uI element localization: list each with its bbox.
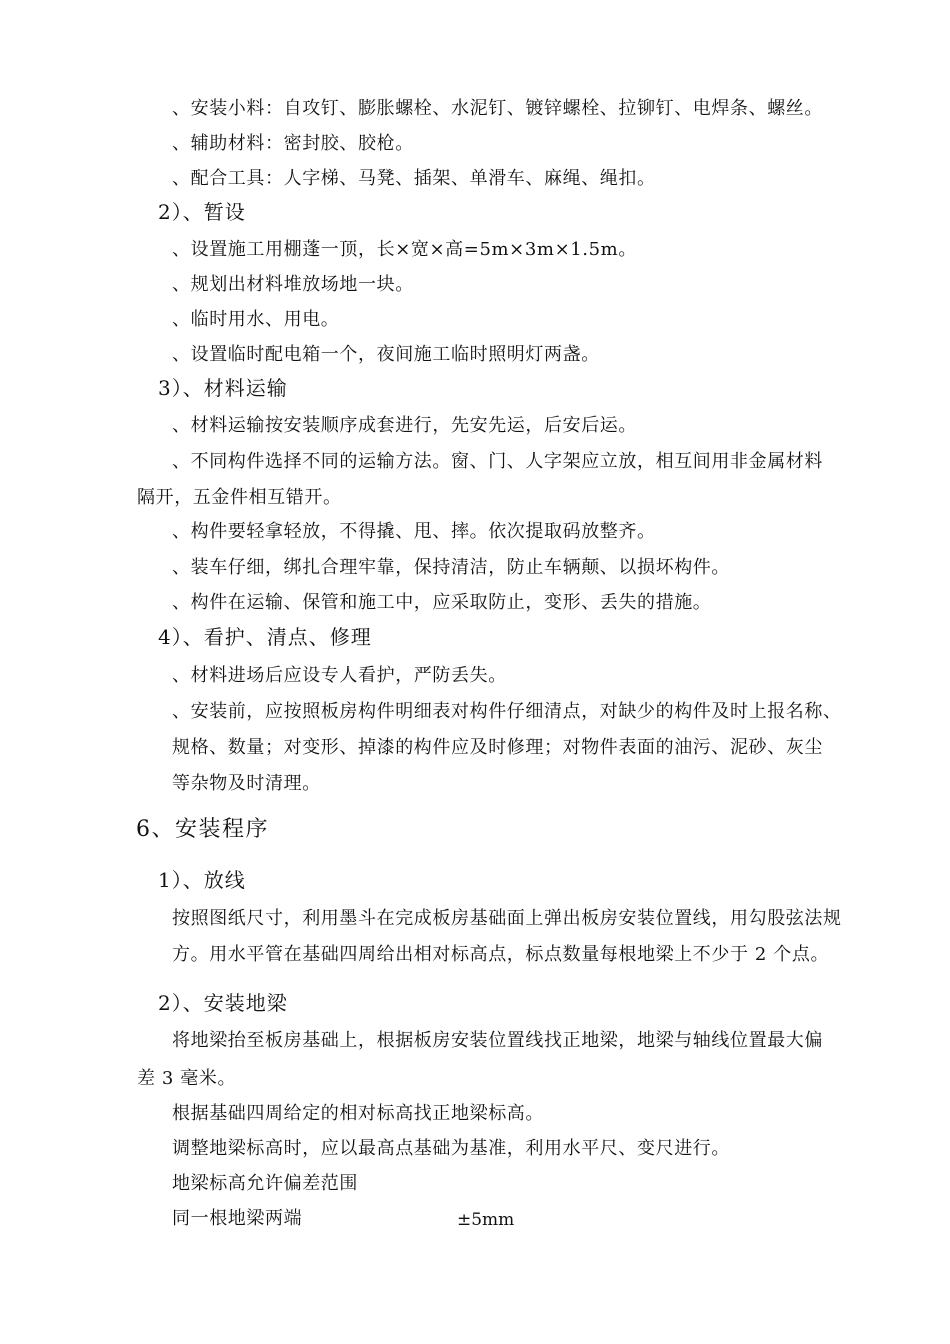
text-line: 、构件在运输、保管和施工中，应采取防止，变形、丢失的措施。 (172, 592, 712, 613)
text-line: 、临时用水、用电。 (172, 309, 340, 330)
text-line: 将地梁抬至板房基础上，根据板房安装位置线找正地梁，地梁与轴线位置最大偏 (172, 1030, 823, 1051)
text-line: 方。用水平管在基础四周给出相对标高点，标点数量每根地梁上不少于 2 个点。 (172, 944, 830, 965)
text-line: 、设置施工用棚蓬一顶，长×宽×高=5m×3m×1.5m。 (172, 239, 637, 260)
text-line: 同一根地梁两端 (172, 1208, 303, 1229)
text-line: 隔开，五金件相互错开。 (137, 487, 342, 508)
text-line: 、材料运输按安装顺序成套进行，先安先运，后安后运。 (172, 415, 637, 436)
text-line: 、配合工具：人字梯、马凳、插架、单滑车、麻绳、绳扣。 (172, 168, 656, 189)
text-line: 、安装小料：自攻钉、膨胀螺栓、水泥钉、镀锌螺栓、拉铆钉、电焊条、螺丝。 (172, 98, 823, 119)
text-line: 调整地梁标高时，应以最高点基础为基准，利用水平尺、变尺进行。 (172, 1138, 730, 1159)
chapter-heading: 6、安装程序 (136, 817, 269, 842)
text-line: 、不同构件选择不同的运输方法。窗、门、人字架应立放，相互间用非金属材料 (172, 451, 823, 472)
text-line: 、辅助材料：密封胶、胶枪。 (172, 133, 414, 154)
text-line: 差 3 毫米。 (137, 1068, 237, 1089)
section-heading: 2）、暂设 (158, 200, 246, 224)
text-line: 、构件要轻拿轻放，不得撬、甩、摔。依次提取码放整齐。 (172, 521, 656, 542)
text-line: 、规划出材料堆放场地一块。 (172, 274, 414, 295)
text-line: 、材料进场后应设专人看护，严防丢失。 (172, 665, 507, 686)
section-heading: 4）、看护、清点、修理 (158, 625, 372, 649)
tolerance-value: ±5mm (457, 1210, 515, 1230)
text-line: 、设置临时配电箱一个，夜间施工临时照明灯两盏。 (172, 344, 600, 365)
text-line: 等杂物及时清理。 (172, 773, 321, 794)
section-heading: 3）、材料运输 (158, 376, 288, 400)
text-line: 规格、数量；对变形、掉漆的构件应及时修理；对物件表面的油污、泥砂、灰尘 (172, 737, 823, 758)
text-line: 、安装前，应按照板房构件明细表对构件仔细清点，对缺少的构件及时上报名称、 (172, 701, 842, 722)
text-line: 、装车仔细，绑扎合理牢靠，保持清洁，防止车辆颠、以损坏构件。 (172, 557, 730, 578)
text-line: 根据基础四周给定的相对标高找正地梁标高。 (172, 1103, 544, 1124)
text-line: 按照图纸尺寸，利用墨斗在完成板房基础面上弹出板房安装位置线，用勾股弦法规 (172, 908, 842, 929)
section-heading: 1）、放线 (158, 868, 246, 892)
text-line: 地梁标高允许偏差范围 (172, 1173, 358, 1194)
section-heading: 2）、安装地梁 (158, 991, 288, 1015)
